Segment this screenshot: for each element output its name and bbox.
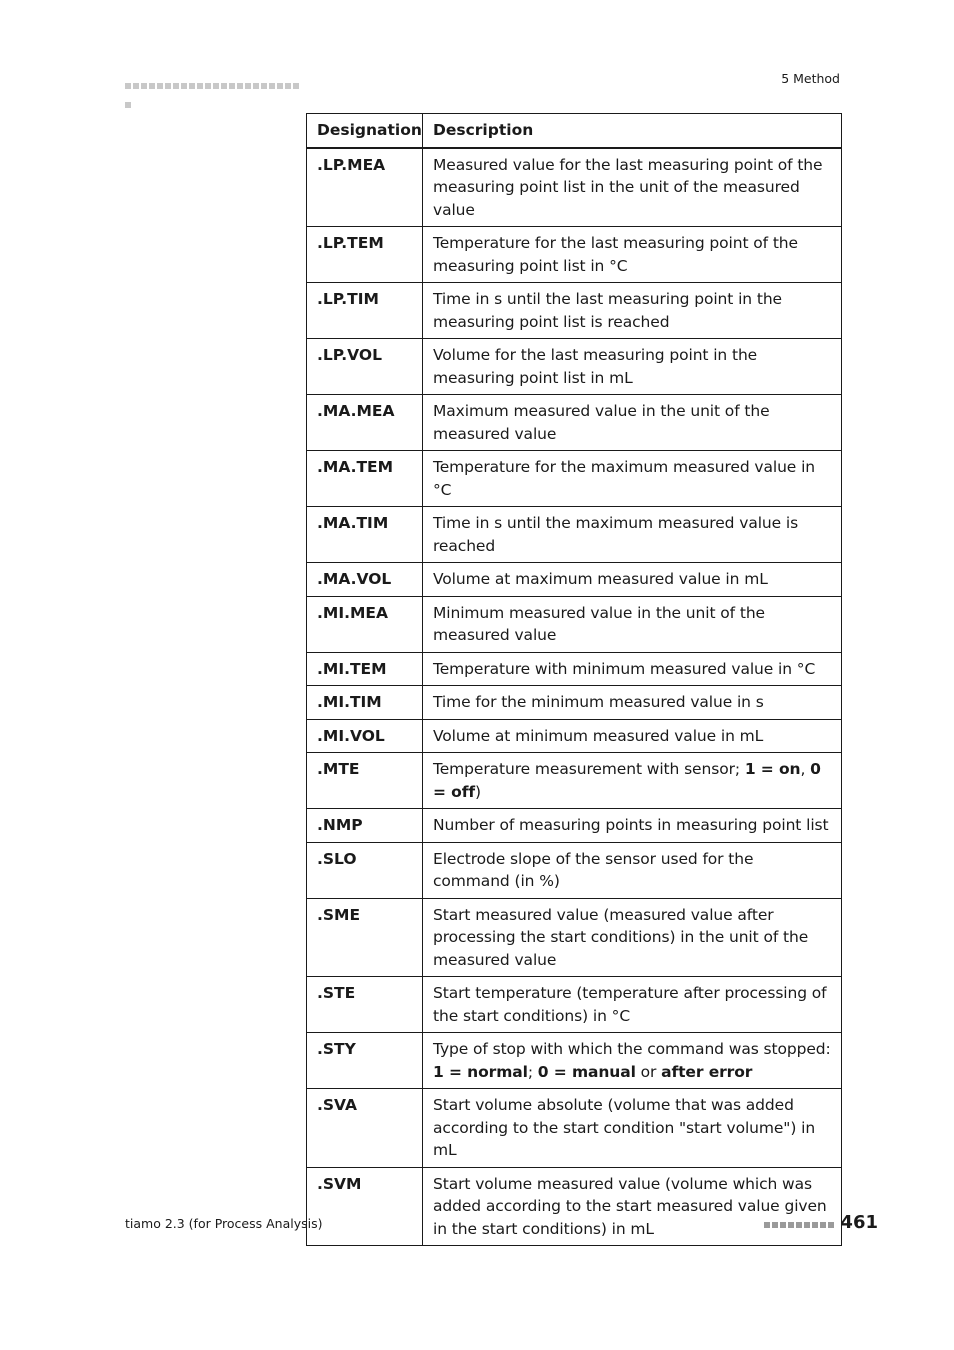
description-text: Start volume absolute (volume that was added according to the start condition "start volume") in mL <box>433 1096 816 1159</box>
description-emphasis: 0 = off <box>433 760 821 801</box>
designation-cell: .SVA <box>307 1089 423 1168</box>
designation-cell: .SME <box>307 898 423 977</box>
description-cell <box>423 686 842 720</box>
table-header-row <box>307 114 842 148</box>
description-cell <box>423 148 842 227</box>
description-text: Start volume measured value (volume which was added according to the start measured value given in the start conditions) in mL <box>433 1174 827 1238</box>
description-text: Temperature for the maximum measured value in °C <box>433 458 816 499</box>
description-text: Measured value for the last measuring point of the measuring point list in the unit of the measured value <box>433 155 823 219</box>
designation-cell: .MI.VOL <box>307 719 423 753</box>
table-row <box>307 507 842 563</box>
designation-cell: .MI.MEA <box>307 596 423 652</box>
designation-cell: .SLO <box>307 842 423 898</box>
table-body <box>307 148 842 1246</box>
table-row <box>307 719 842 753</box>
description-cell <box>423 842 842 898</box>
table-row <box>307 809 842 843</box>
designation-cell: .MA.TEM <box>307 451 423 507</box>
description-cell <box>423 753 842 809</box>
table-row <box>307 652 842 686</box>
description-cell <box>423 227 842 283</box>
description-text: Type of stop with which the command was stopped: <box>433 1040 831 1058</box>
description-text: Electrode slope of the sensor used for the command (in %) <box>433 849 754 890</box>
variables-table-container <box>306 113 841 1246</box>
description-cell <box>423 283 842 339</box>
footer-page <box>764 1212 878 1233</box>
description-text: Start temperature (temperature after processing of the start conditions) in °C <box>433 984 827 1025</box>
designation-cell: .MTE <box>307 753 423 809</box>
description-emphasis: 1 = normal <box>433 1062 528 1081</box>
description-text: Start measured value (measured value after processing the start conditions) in the unit of the measured value <box>433 905 809 969</box>
description-cell <box>423 719 842 753</box>
designation-cell: .STY <box>307 1033 423 1089</box>
table-row <box>307 395 842 451</box>
table-row <box>307 898 842 977</box>
table-row <box>307 753 842 809</box>
description-text: ) <box>475 782 481 801</box>
table-row <box>307 563 842 597</box>
description-emphasis: after error <box>661 1062 753 1081</box>
description-cell <box>423 596 842 652</box>
designation-cell: .LP.VOL <box>307 339 423 395</box>
table-row <box>307 339 842 395</box>
description-text: ; <box>527 1062 538 1081</box>
table-row <box>307 1167 842 1246</box>
section-title: 5 Method <box>781 71 840 86</box>
designation-cell: .MI.TIM <box>307 686 423 720</box>
designation-cell: .STE <box>307 977 423 1033</box>
description-text: Volume at minimum measured value in mL <box>433 726 764 745</box>
designation-cell: .MA.TIM <box>307 507 423 563</box>
designation-cell: .MA.MEA <box>307 395 423 451</box>
table-row <box>307 596 842 652</box>
footer-product: tiamo 2.3 (for Process Analysis) <box>125 1216 323 1231</box>
description-text: Volume at maximum measured value in mL <box>433 570 768 588</box>
designation-cell: .MA.VOL <box>307 563 423 597</box>
designation-cell: .LP.TIM <box>307 283 423 339</box>
description-cell <box>423 652 842 686</box>
designation-cell: .SVM <box>307 1167 423 1246</box>
table-row <box>307 1089 842 1168</box>
table-row <box>307 686 842 720</box>
footer-decoration <box>764 1213 836 1232</box>
column-header-description: Description <box>423 114 842 148</box>
description-text: Time in s until the maximum measured value is reached <box>433 514 799 555</box>
designation-cell: .LP.MEA <box>307 148 423 227</box>
description-cell <box>423 1089 842 1168</box>
description-text: Number of measuring points in measuring point list <box>433 816 829 834</box>
description-emphasis: 1 = on <box>744 760 801 778</box>
table-row <box>307 842 842 898</box>
description-cell <box>423 563 842 597</box>
description-text: Maximum measured value in the unit of the measured value <box>433 402 770 443</box>
description-cell <box>423 977 842 1033</box>
designation-cell: .NMP <box>307 809 423 843</box>
description-text: Volume for the last measuring point in the measuring point list in mL <box>433 346 758 387</box>
table-row <box>307 977 842 1033</box>
table-row <box>307 451 842 507</box>
description-text: Temperature for the last measuring point of the measuring point list in °C <box>433 234 798 275</box>
description-text: Temperature with minimum measured value in °C <box>433 659 816 678</box>
description-text: Time for the minimum measured value in s <box>433 693 764 711</box>
designation-cell: .LP.TEM <box>307 227 423 283</box>
description-cell <box>423 451 842 507</box>
table-row <box>307 227 842 283</box>
variables-table <box>306 113 842 1246</box>
table-row <box>307 1033 842 1089</box>
description-cell <box>423 1167 842 1246</box>
description-cell <box>423 395 842 451</box>
description-text: Minimum measured value in the unit of the measured value <box>433 603 765 644</box>
column-header-designation: Designation <box>307 114 423 148</box>
description-cell <box>423 898 842 977</box>
header-decoration <box>125 74 307 82</box>
description-emphasis: 0 = manual <box>537 1062 636 1081</box>
description-cell <box>423 507 842 563</box>
description-text: Temperature measurement with sensor; <box>433 760 745 778</box>
description-text: or <box>635 1062 662 1081</box>
table-row <box>307 283 842 339</box>
description-text: , <box>800 760 811 778</box>
description-text: Time in s until the last measuring point in the measuring point list is reached <box>433 290 782 331</box>
description-cell <box>423 339 842 395</box>
description-cell <box>423 1033 842 1089</box>
designation-cell: .MI.TEM <box>307 652 423 686</box>
description-cell <box>423 809 842 843</box>
table-row <box>307 148 842 227</box>
page-number: 461 <box>840 1212 878 1233</box>
